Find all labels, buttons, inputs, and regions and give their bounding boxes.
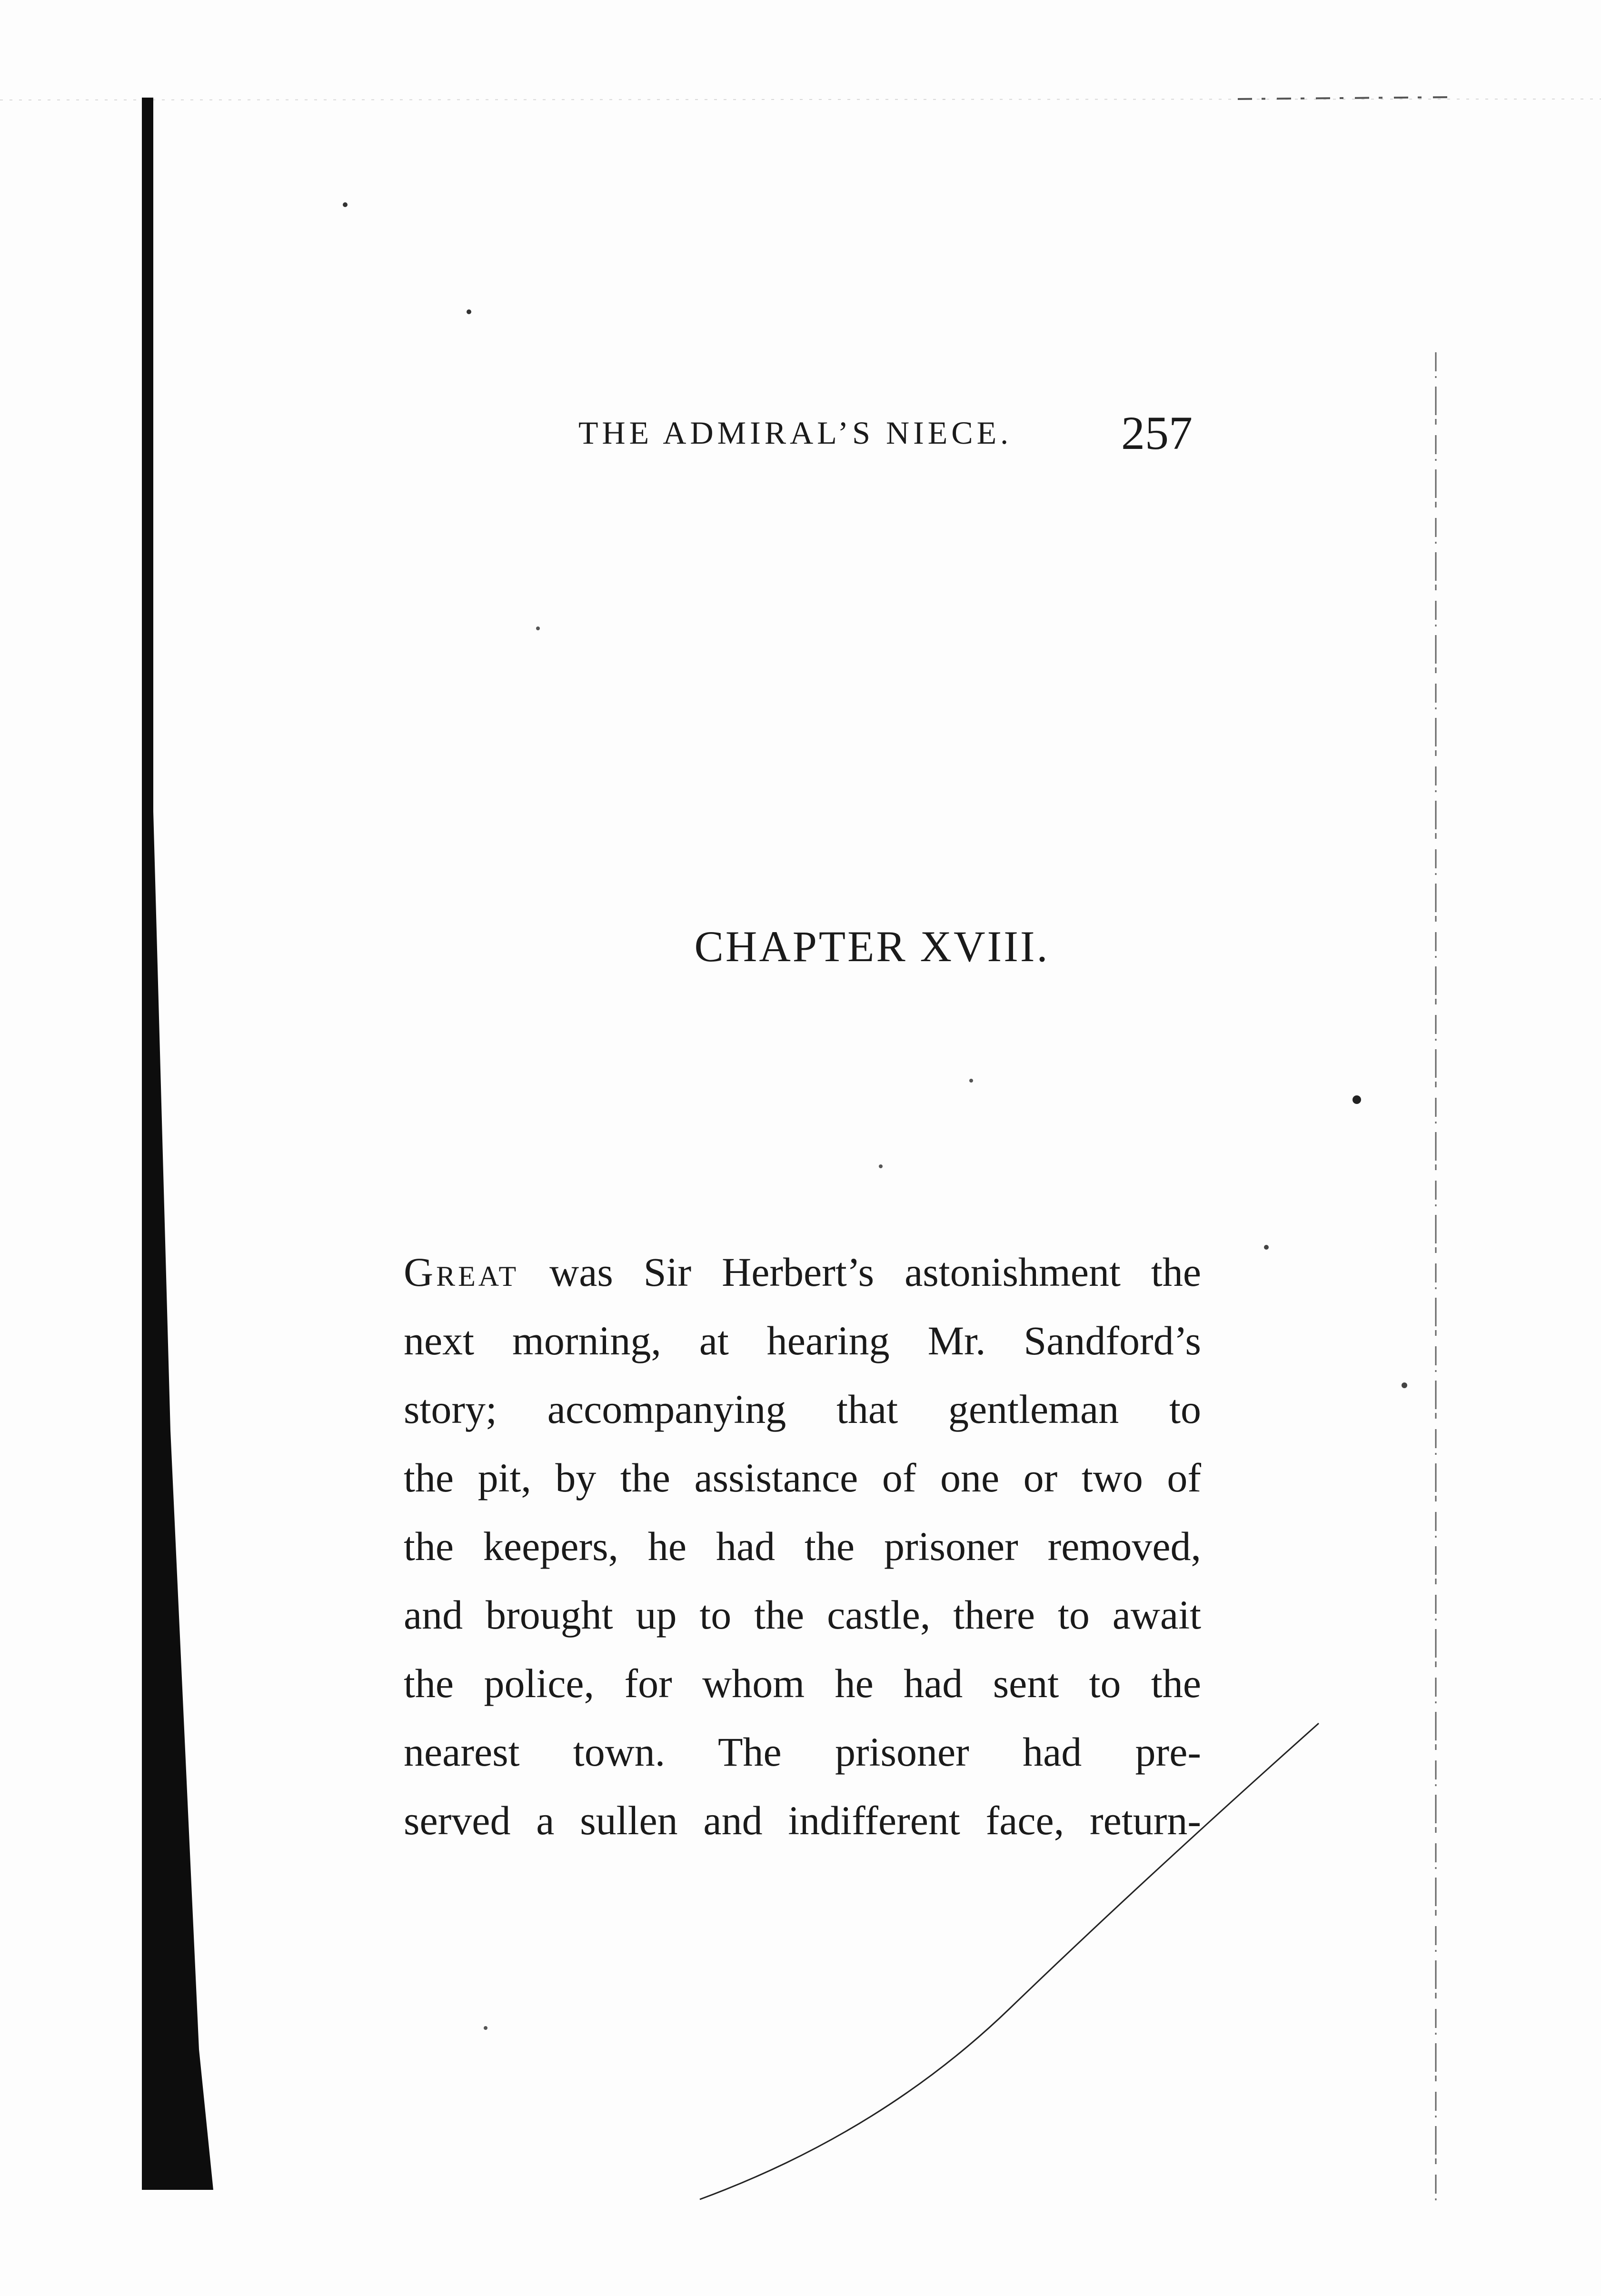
running-head [578, 407, 1193, 467]
page-right-edge [1433, 352, 1439, 2209]
text-line-8: nearest town. The prisoner had pre- [404, 1729, 1201, 1775]
text-line-1 [404, 1238, 1201, 1306]
text-line-3: story; accompanying that gentleman to [404, 1386, 1201, 1432]
text-line-9: served a sullen and indifferent face, return- [404, 1798, 1201, 1843]
text-line-7: the police, for whom he had sent to the [404, 1660, 1201, 1706]
text-line-5: the keepers, he had the prisoner removed, [404, 1523, 1201, 1569]
chapter-heading: CHAPTER XVIII. [694, 922, 1050, 971]
text-line-6: and brought up to the castle, there to await [404, 1592, 1201, 1638]
binding-edge [142, 98, 218, 2190]
text-line-2: next morning, at hearing Mr. Sandford’s [404, 1318, 1201, 1363]
text-line-4: the pit, by the assistance of one or two of [404, 1455, 1201, 1501]
running-title: THE ADMIRAL’S NIECE. [578, 415, 1013, 451]
page-number: 257 [1121, 407, 1193, 459]
text-line-1-rest: was Sir Herbert’s astonishment the [519, 1249, 1201, 1295]
page-top-edge [0, 95, 1601, 109]
lead-word: Great [404, 1249, 519, 1295]
body-paragraph [404, 1238, 1201, 1855]
